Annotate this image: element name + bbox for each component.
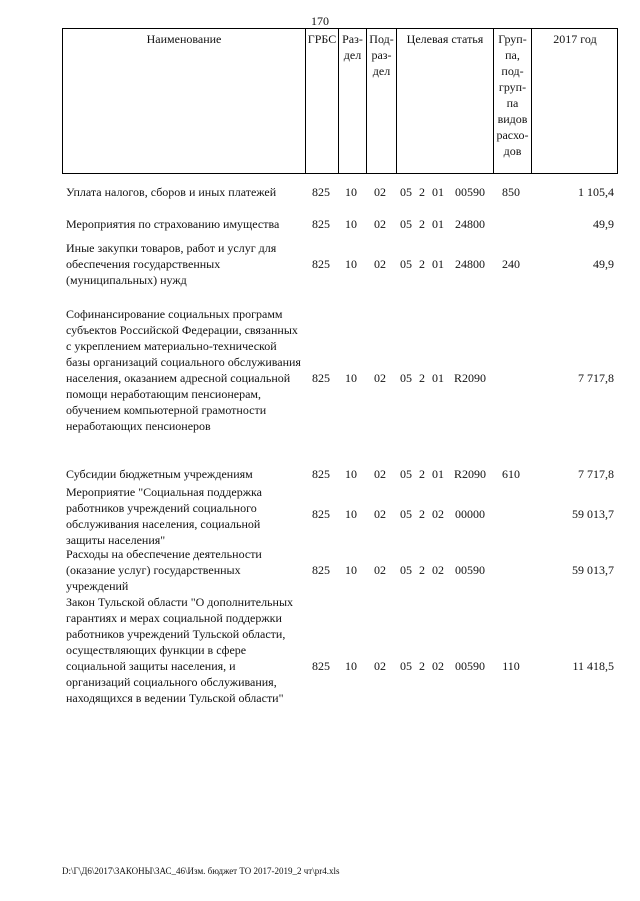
row-target-2: 2 xyxy=(419,563,425,577)
row-target-2: 2 xyxy=(419,371,425,385)
table-header xyxy=(62,28,618,174)
table-row xyxy=(62,484,618,548)
row-target-3: 02 xyxy=(432,563,444,577)
row-target-4: R2090 xyxy=(453,467,486,481)
row-name: Мероприятие "Социальная поддержка работников учреждений социального обслуживания населения, социальной защиты населения" xyxy=(66,485,262,547)
row-name: Мероприятия по страхованию имущества xyxy=(66,217,280,231)
row-grbs: 825 xyxy=(312,467,330,481)
row-podrazdel: 02 xyxy=(374,659,386,673)
row-podrazdel: 02 xyxy=(374,563,386,577)
row-target-3: 01 xyxy=(432,257,444,271)
table-row xyxy=(62,240,618,288)
row-target-1: 05 xyxy=(400,507,412,521)
row-podrazdel: 02 xyxy=(374,467,386,481)
row-podrazdel: 02 xyxy=(374,257,386,271)
row-target-2: 2 xyxy=(419,257,425,271)
row-name: Уплата налогов, сборов и иных платежей xyxy=(66,185,277,199)
row-name: Иные закупки товаров, работ и услуг для обеспечения государственных (муниципальных) нужд xyxy=(66,241,277,287)
row-razdel: 10 xyxy=(345,507,357,521)
row-razdel: 10 xyxy=(345,563,357,577)
table-row xyxy=(62,216,618,232)
row-target-4: 00590 xyxy=(455,659,485,673)
file-path-footer: D:\Г\Д6\2017\ЗАКОНЫ\ЗАС_46\Изм. бюджет ТО 2017-2019_2 чт\pr4.xls xyxy=(62,866,340,876)
row-podrazdel: 02 xyxy=(374,217,386,231)
header-grbs: ГРБС xyxy=(305,29,338,173)
row-grbs: 825 xyxy=(312,563,330,577)
row-target-4: 00590 xyxy=(455,563,485,577)
row-target-2: 2 xyxy=(419,217,425,231)
row-target-4: 24800 xyxy=(455,257,485,271)
header-target: Целевая статья xyxy=(396,29,493,173)
row-grbs: 825 xyxy=(312,257,330,271)
row-target-3: 01 xyxy=(432,185,444,199)
row-grbs: 825 xyxy=(312,217,330,231)
row-target-2: 2 xyxy=(419,467,425,481)
row-target-1: 05 xyxy=(400,467,412,481)
row-sum: 7 717,8 xyxy=(578,371,614,385)
row-target-1: 05 xyxy=(400,659,412,673)
row-podrazdel: 02 xyxy=(374,371,386,385)
row-razdel: 10 xyxy=(345,371,357,385)
row-razdel: 10 xyxy=(345,659,357,673)
row-group: 610 xyxy=(502,467,520,481)
row-target-1: 05 xyxy=(400,563,412,577)
row-sum: 1 105,4 xyxy=(578,185,614,199)
row-group: 240 xyxy=(502,257,520,271)
row-razdel: 10 xyxy=(345,257,357,271)
row-target-3: 01 xyxy=(432,217,444,231)
table-row xyxy=(62,594,618,738)
row-name: Софинансирование социальных программ субъектов Российской Федерации, связанных с укреплением материально-технической базы организаций социального обслуживания населения, оказанием адресной социальной помощи неработающим пенсионерам, обучением компьютерной грамотности неработающих пенсионеров xyxy=(66,307,301,433)
header-year: 2017 год xyxy=(531,29,618,173)
page-number: 170 xyxy=(311,14,329,28)
row-name: Субсидии бюджетным учреждениям xyxy=(66,467,253,481)
row-target-1: 05 xyxy=(400,185,412,199)
header-group: Груп- па, под- груп- па видов расхо- дов xyxy=(493,29,531,173)
row-target-3: 02 xyxy=(432,659,444,673)
row-sum: 59 013,7 xyxy=(572,507,614,521)
header-razdel: Раз- дел xyxy=(338,29,366,173)
row-sum: 11 418,5 xyxy=(572,659,614,673)
row-target-1: 05 xyxy=(400,371,412,385)
row-target-2: 2 xyxy=(419,659,425,673)
table-row xyxy=(62,546,618,594)
row-podrazdel: 02 xyxy=(374,185,386,199)
row-target-2: 2 xyxy=(419,507,425,521)
row-target-3: 01 xyxy=(432,371,444,385)
row-sum: 59 013,7 xyxy=(572,563,614,577)
row-sum: 49,9 xyxy=(593,217,614,231)
row-razdel: 10 xyxy=(345,185,357,199)
row-target-4: 24800 xyxy=(455,217,485,231)
header-name: Наименование xyxy=(146,32,222,46)
row-razdel: 10 xyxy=(345,217,357,231)
row-target-1: 05 xyxy=(400,217,412,231)
row-group: 850 xyxy=(502,185,520,199)
header-podrazdel: Под- раз- дел xyxy=(366,29,396,173)
row-grbs: 825 xyxy=(312,659,330,673)
row-target-3: 01 xyxy=(432,467,444,481)
row-name: Расходы на обеспечение деятельности (оказание услуг) государственных учреждений xyxy=(66,547,262,593)
row-sum: 49,9 xyxy=(593,257,614,271)
table-row xyxy=(62,184,618,200)
row-podrazdel: 02 xyxy=(374,507,386,521)
row-target-3: 02 xyxy=(432,507,444,521)
row-target-1: 05 xyxy=(400,257,412,271)
row-grbs: 825 xyxy=(312,371,330,385)
row-target-4: 00000 xyxy=(455,507,485,521)
row-sum: 7 717,8 xyxy=(578,467,614,481)
row-grbs: 825 xyxy=(312,185,330,199)
table-row xyxy=(62,466,618,482)
table-row xyxy=(62,306,618,450)
row-target-4: R2090 xyxy=(453,371,486,385)
row-grbs: 825 xyxy=(312,507,330,521)
row-group: 110 xyxy=(502,659,520,673)
row-target-4: 00590 xyxy=(455,185,485,199)
row-name: Закон Тульской области "О дополнительных гарантиях и мерах социальной поддержки работников учреждений Тульской области, осуществляющих функции в сфере социальной защиты населения, и организаций социального обслуживания, находящихся в ведении Тульской области" xyxy=(66,595,294,705)
row-target-2: 2 xyxy=(419,185,425,199)
row-razdel: 10 xyxy=(345,467,357,481)
